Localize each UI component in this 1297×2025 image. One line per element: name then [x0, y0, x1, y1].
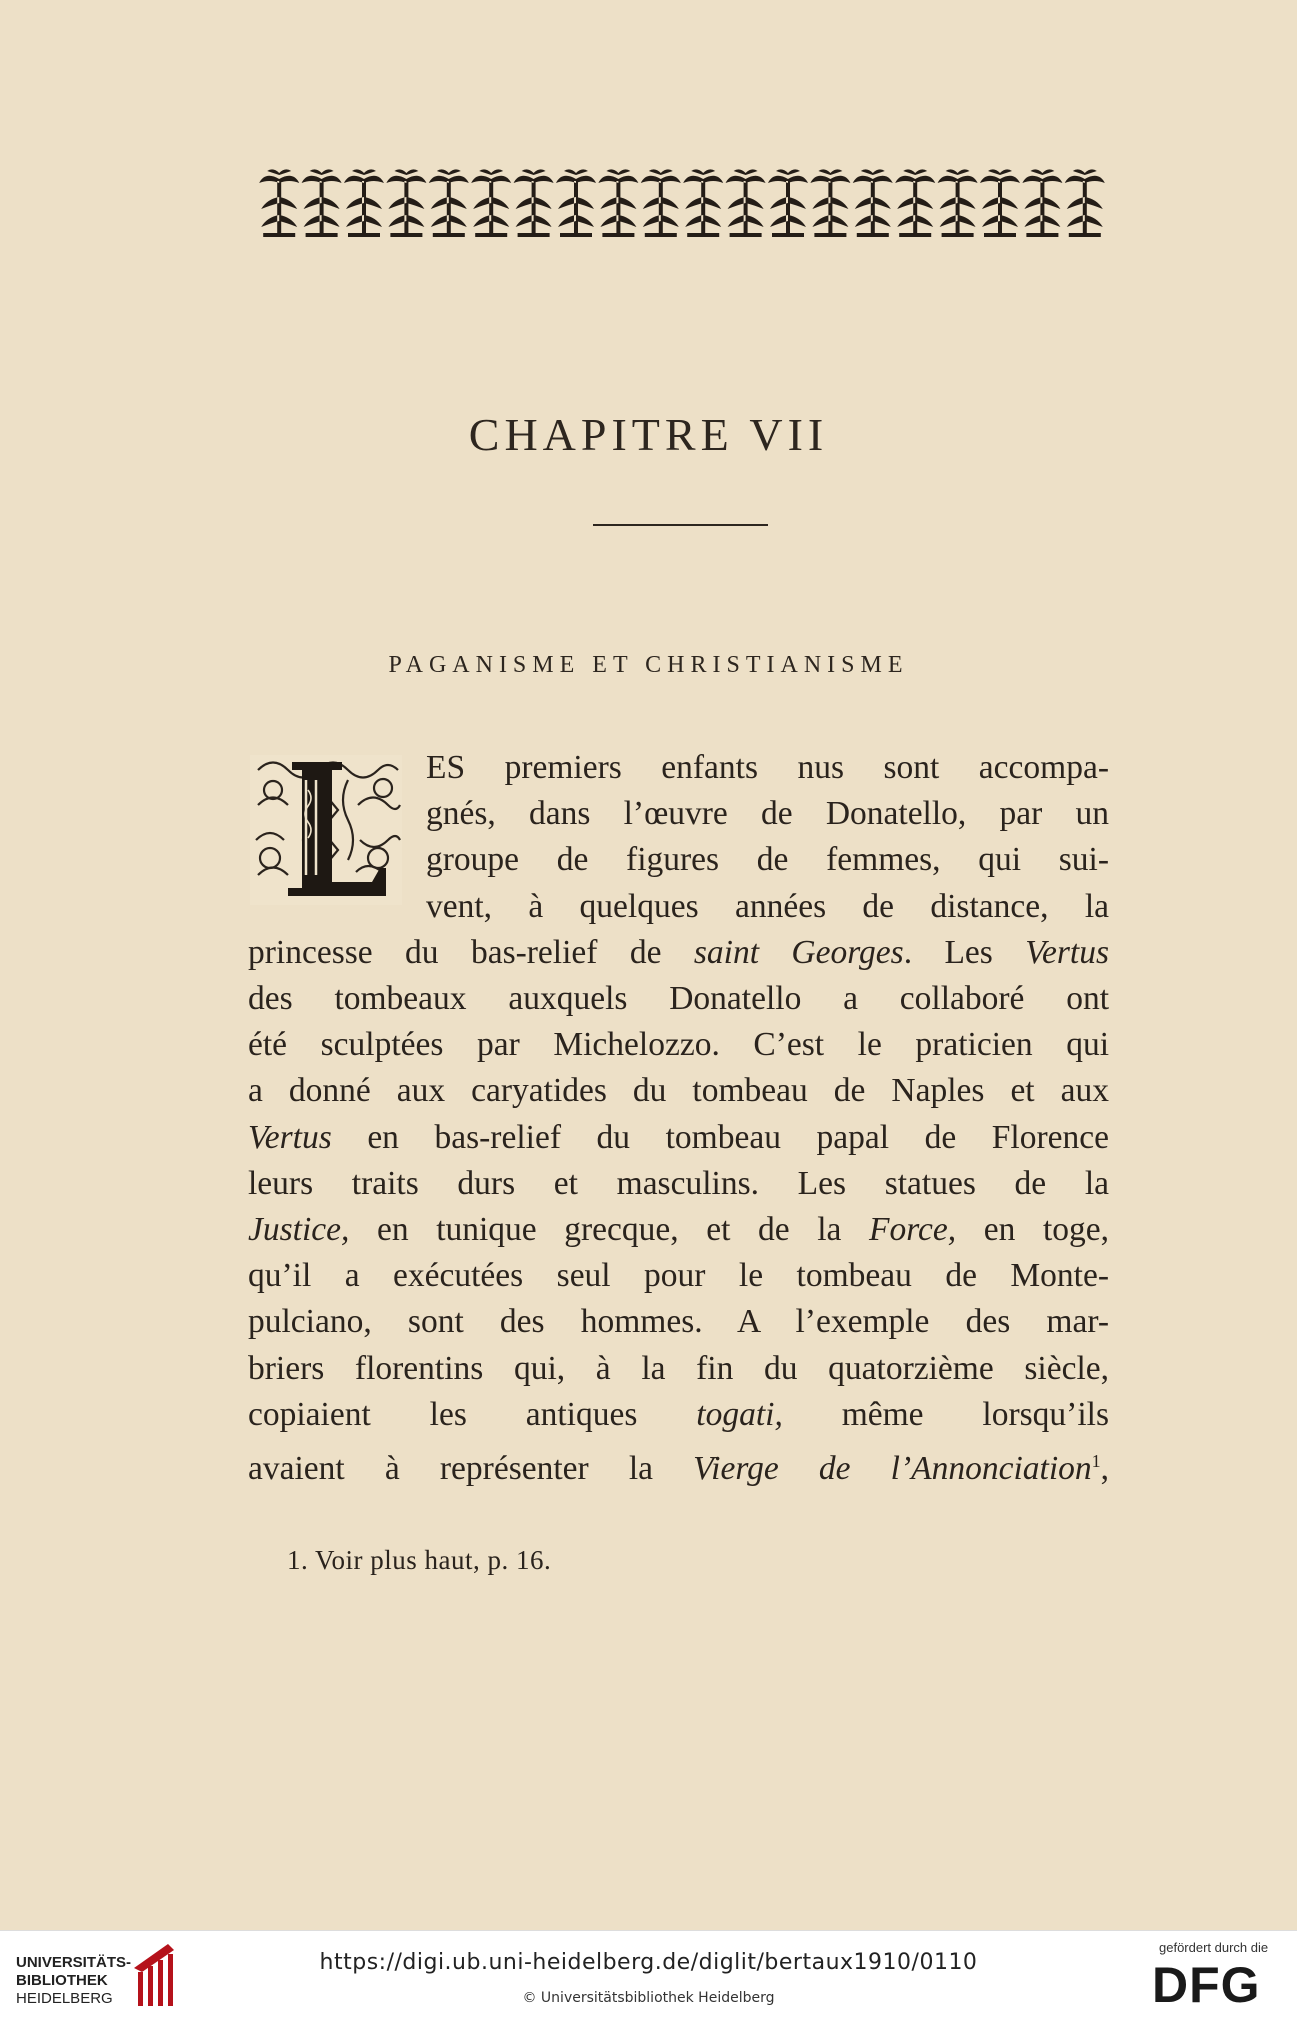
text-segment: en bas-relief du tombeau papal de Florence	[331, 1118, 1109, 1156]
italic-text: Vertus	[248, 1118, 332, 1156]
palm-ornament-icon	[895, 169, 935, 237]
text-line	[248, 1022, 1109, 1068]
palm-ornament-icon	[302, 169, 342, 237]
text-segment: copiaient les antiques	[248, 1395, 697, 1433]
dfg-logo: DFG	[1152, 1957, 1261, 2013]
palm-ornament-icon	[810, 169, 850, 237]
text-line	[248, 1207, 1109, 1253]
italic-text: Force,	[869, 1211, 957, 1248]
palm-ornament-icon	[1065, 169, 1105, 237]
text-segment: des tombeaux auxquels Donatello a collaboré ont	[248, 980, 1109, 1017]
palm-ornament-icon	[598, 169, 638, 237]
text-line	[426, 745, 1109, 791]
chapter-subtitle: PAGANISME ET CHRISTIANISME	[388, 652, 909, 678]
palm-ornament-icon	[853, 169, 893, 237]
italic-text: togati,	[696, 1395, 783, 1433]
text-line	[248, 1438, 1109, 1492]
text-segment: gnés, dans l’œuvre de Donatello, par un	[426, 795, 1109, 833]
text-line	[248, 1115, 1109, 1161]
italic-text: Vertus	[1025, 933, 1109, 971]
library-name-line1: UNIVERSITÄTS-	[16, 1954, 132, 1971]
palm-ornament-icon	[556, 169, 596, 237]
text-line	[248, 976, 1109, 1022]
palm-ornament-band	[258, 167, 1106, 239]
palm-ornament-icon	[938, 169, 978, 237]
footnote-ref: 1	[1091, 1451, 1101, 1471]
italic-text: Vierge de l’Annonciation	[693, 1450, 1092, 1488]
text-segment: avaient à représenter la	[248, 1450, 694, 1488]
permalink-url[interactable]: https://digi.ub.uni-heidelberg.de/diglit/bertaux1910/0110	[319, 1950, 978, 1975]
copyright-notice: © Universitätsbibliothek Heidelberg	[522, 1990, 775, 2006]
palm-ornament-icon	[641, 169, 681, 237]
text-segment: a donné aux caryatides du tombeau de Naples et aux	[248, 1072, 1109, 1110]
text-line	[248, 1253, 1109, 1299]
library-name-line3: HEIDELBERG	[16, 1990, 113, 2007]
text-line	[248, 1161, 1109, 1207]
palm-ornament-icon	[259, 169, 299, 237]
text-segment: qu’il a exécutées seul pour le tombeau de Monte-	[248, 1257, 1109, 1295]
text-segment: pulciano, sont des hommes. A l’exemple des mar-	[248, 1303, 1109, 1341]
text-line	[248, 1068, 1109, 1114]
text-line	[248, 1299, 1109, 1345]
text-line	[248, 1346, 1109, 1392]
palm-ornament-icon	[980, 169, 1020, 237]
text-segment: vent, à quelques années de distance, la	[426, 887, 1109, 925]
funding-note: gefördert durch die	[1159, 1940, 1269, 1955]
text-segment: . Les	[903, 933, 1026, 971]
title-rule	[593, 524, 768, 526]
palm-ornament-icon	[683, 169, 723, 237]
palm-ornament-icon	[1022, 169, 1062, 237]
text-line	[426, 791, 1109, 837]
library-name-line2: BIBLIOTHEK	[16, 1972, 108, 1989]
palm-ornament-icon	[386, 169, 426, 237]
palm-ornament-icon	[514, 169, 554, 237]
text-segment: été sculptées par Michelozzo. C’est le praticien qui	[248, 1026, 1109, 1064]
palm-ornament-icon	[726, 169, 766, 237]
text-line	[248, 930, 1109, 976]
viewer-footer	[0, 1930, 1297, 2025]
footnote: 1. Voir plus haut, p. 16.	[287, 1545, 552, 1575]
italic-text: Justice,	[248, 1211, 350, 1248]
italic-text: saint Georges	[693, 933, 904, 971]
text-segment: briers florentins qui, à la fin du quatorzième siècle,	[248, 1349, 1109, 1387]
text-line	[426, 884, 1109, 930]
palm-ornament-icon	[471, 169, 511, 237]
chapter-title: CHAPITRE VII	[468, 409, 829, 460]
text-line	[426, 837, 1109, 883]
palm-ornament-icon	[429, 169, 469, 237]
palm-ornament-icon	[768, 169, 808, 237]
decorated-initial-l	[248, 750, 408, 915]
text-segment: en toge,	[956, 1211, 1109, 1248]
text-segment: même lorsqu’ils	[782, 1395, 1109, 1433]
text-segment: ES premiers enfants nus sont accompa-	[426, 749, 1109, 786]
text-segment: en tunique grecque, et de la	[349, 1211, 870, 1248]
palm-ornament-icon	[344, 169, 384, 237]
text-segment: ,	[1100, 1450, 1110, 1488]
text-segment: groupe de figures de femmes, qui sui-	[426, 841, 1109, 879]
text-line	[248, 1392, 1109, 1438]
text-segment: princesse du bas-relief de	[248, 933, 694, 971]
text-segment: leurs traits durs et masculins. Les statues de la	[248, 1164, 1109, 1202]
